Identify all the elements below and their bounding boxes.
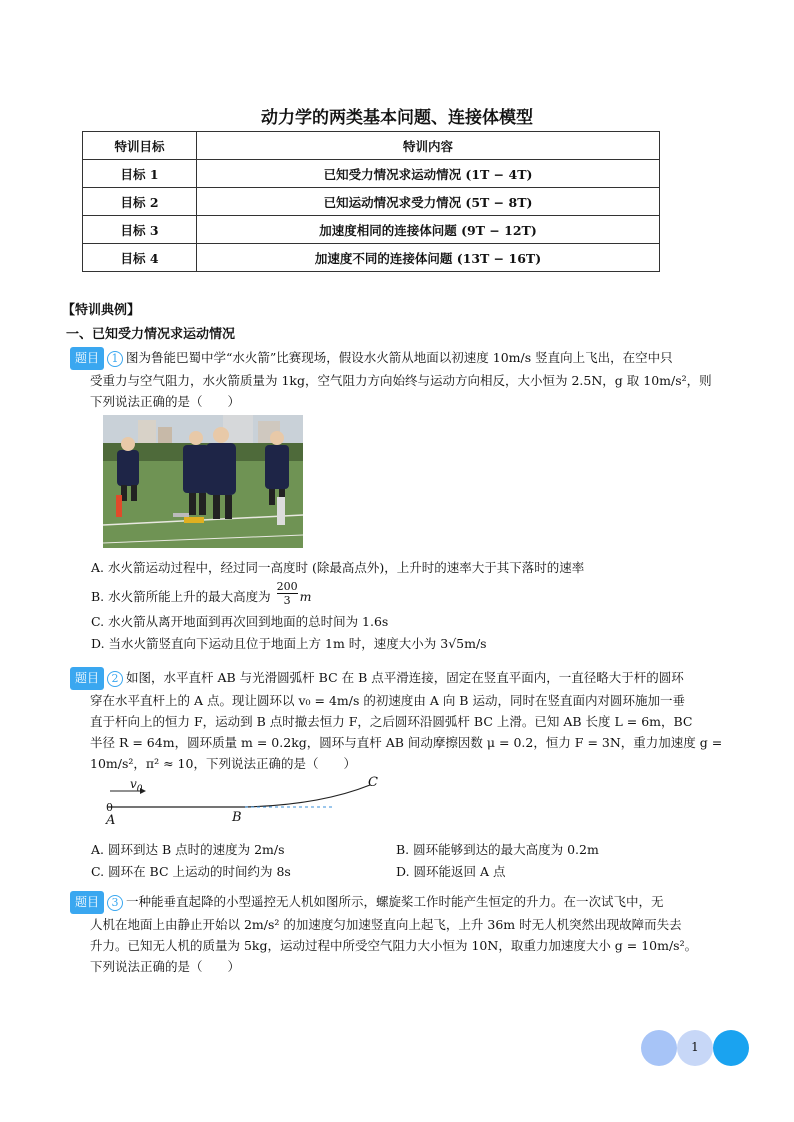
table-cell: 目标 1	[83, 160, 197, 188]
question-number: 3	[107, 895, 123, 911]
fraction-numerator: 200	[276, 580, 298, 593]
table-cell: 目标 2	[83, 188, 197, 216]
table-header-row	[83, 132, 660, 160]
table-cell: 加速度相同的连接体问题 (9T − 12T)	[197, 216, 660, 244]
page-title: 动力学的两类基本问题、连接体模型	[261, 108, 533, 128]
table-row	[83, 188, 660, 216]
subsection-heading: 一、已知受力情况求运动情况	[66, 327, 236, 342]
question-text: 人机在地面上由静止开始以 2m/s² 的加速度匀加速竖直向上起飞，上升 36m 时无人机突然出现故障而失去	[90, 917, 682, 932]
table-row	[83, 216, 660, 244]
q2-option-c: C. 圆环在 BC 上运动的时间约为 8s	[91, 864, 291, 879]
fraction-denominator: 3	[283, 594, 291, 607]
table-cell: 已知运动情况求受力情况 (5T − 8T)	[197, 188, 660, 216]
question-tag: 题目	[70, 667, 104, 690]
q1-option-a: A. 水火箭运动过程中，经过同一高度时 (除最高点外)，上升时的速率大于其下落时的速率	[91, 560, 585, 575]
table-cell: 已知受力情况求运动情况 (1T − 4T)	[197, 160, 660, 188]
training-plan-table	[82, 131, 660, 272]
label-c: C	[368, 775, 378, 790]
q2-option-b: B. 圆环能够到达的最大高度为 0.2m	[396, 842, 599, 857]
q2-figure	[100, 775, 400, 835]
rocket-contest-photo	[103, 415, 303, 548]
label-b: B	[232, 810, 242, 825]
question-tag: 题目	[70, 891, 104, 914]
q1-option-d: D. 当水火箭竖直向下运动且位于地面上方 1m 时，速度大小为 3√5m/s	[91, 636, 487, 651]
section-heading: 【特训典例】	[62, 303, 141, 318]
question-text: 直于杆向上的恒力 F，运动到 B 点时撤去恒力 F，之后圆环沿圆弧杆 BC 上滑。已知 AB 长度 L = 6m，BC	[90, 714, 693, 729]
q1-option-b: B. 水火箭所能上升的最大高度为 $\frac{200}{3}$ m	[91, 580, 312, 607]
table-header-content: 特训内容	[197, 132, 660, 160]
page-number: 1	[691, 1040, 699, 1054]
question-number: 2	[107, 671, 123, 687]
question-text: 图为鲁能巴蜀中学“水火箭”比赛现场，假设水火箭从地面以初速度 10m/s 竖直向上飞出，在空中只	[126, 350, 673, 365]
label-v0: $v_0$	[130, 777, 143, 795]
table-header-goal: 特训目标	[83, 132, 197, 160]
question-text: 下列说法正确的是（ ）	[90, 394, 241, 409]
question-2	[70, 667, 740, 774]
q2-option-a: A. 圆环到达 B 点时的速度为 2m/s	[91, 842, 285, 857]
question-text: 下列说法正确的是（ ）	[90, 959, 241, 974]
question-text: 一种能垂直起降的小型遥控无人机如图所示，螺旋桨工作时能产生恒定的升力。在一次试飞中，无	[126, 894, 664, 909]
table-cell: 目标 4	[83, 244, 197, 272]
q2-option-d: D. 圆环能返回 A 点	[396, 864, 506, 879]
table-cell: 加速度不同的连接体问题 (13T − 16T)	[197, 244, 660, 272]
question-text: 如图，水平直杆 AB 与光滑圆弧杆 BC 在 B 点平滑连接，固定在竖直平面内，一直径略大于杆的圆环	[126, 670, 684, 685]
table-row	[83, 160, 660, 188]
label-origin: 0	[106, 801, 113, 814]
question-1	[70, 347, 740, 412]
question-text: 穿在水平直杆上的 A 点。现让圆环以 v₀ = 4m/s 的初速度由 A 向 B 运动，同时在竖直面内对圆环施加一垂	[90, 693, 685, 708]
question-text: 升力。已知无人机的质量为 5kg，运动过程中所受空气阻力大小恒为 10N，取重力加速度大小 g = 10m/s²。	[90, 938, 698, 953]
table-row	[83, 244, 660, 272]
q1-option-c: C. 水火箭从离开地面到再次回到地面的总时间为 1.6s	[91, 614, 389, 629]
question-text: 受重力与空气阻力，水火箭质量为 1kg，空气阻力方向始终与运动方向相反，大小恒为 2.5N，g 取 10m/s²，则	[90, 373, 712, 388]
table-cell: 目标 3	[83, 216, 197, 244]
question-text: 10m/s²，π² ≈ 10，下列说法正确的是（ ）	[90, 756, 356, 771]
page-number-badge	[640, 1029, 752, 1071]
question-number: 1	[107, 351, 123, 367]
question-tag: 题目	[70, 347, 104, 370]
label-a: A	[106, 813, 116, 828]
question-3	[70, 891, 740, 977]
question-text: 半径 R = 64m，圆环质量 m = 0.2kg，圆环与直杆 AB 间动摩擦因数 μ = 0.2，恒力 F = 3N，重力加速度 g =	[90, 735, 723, 750]
